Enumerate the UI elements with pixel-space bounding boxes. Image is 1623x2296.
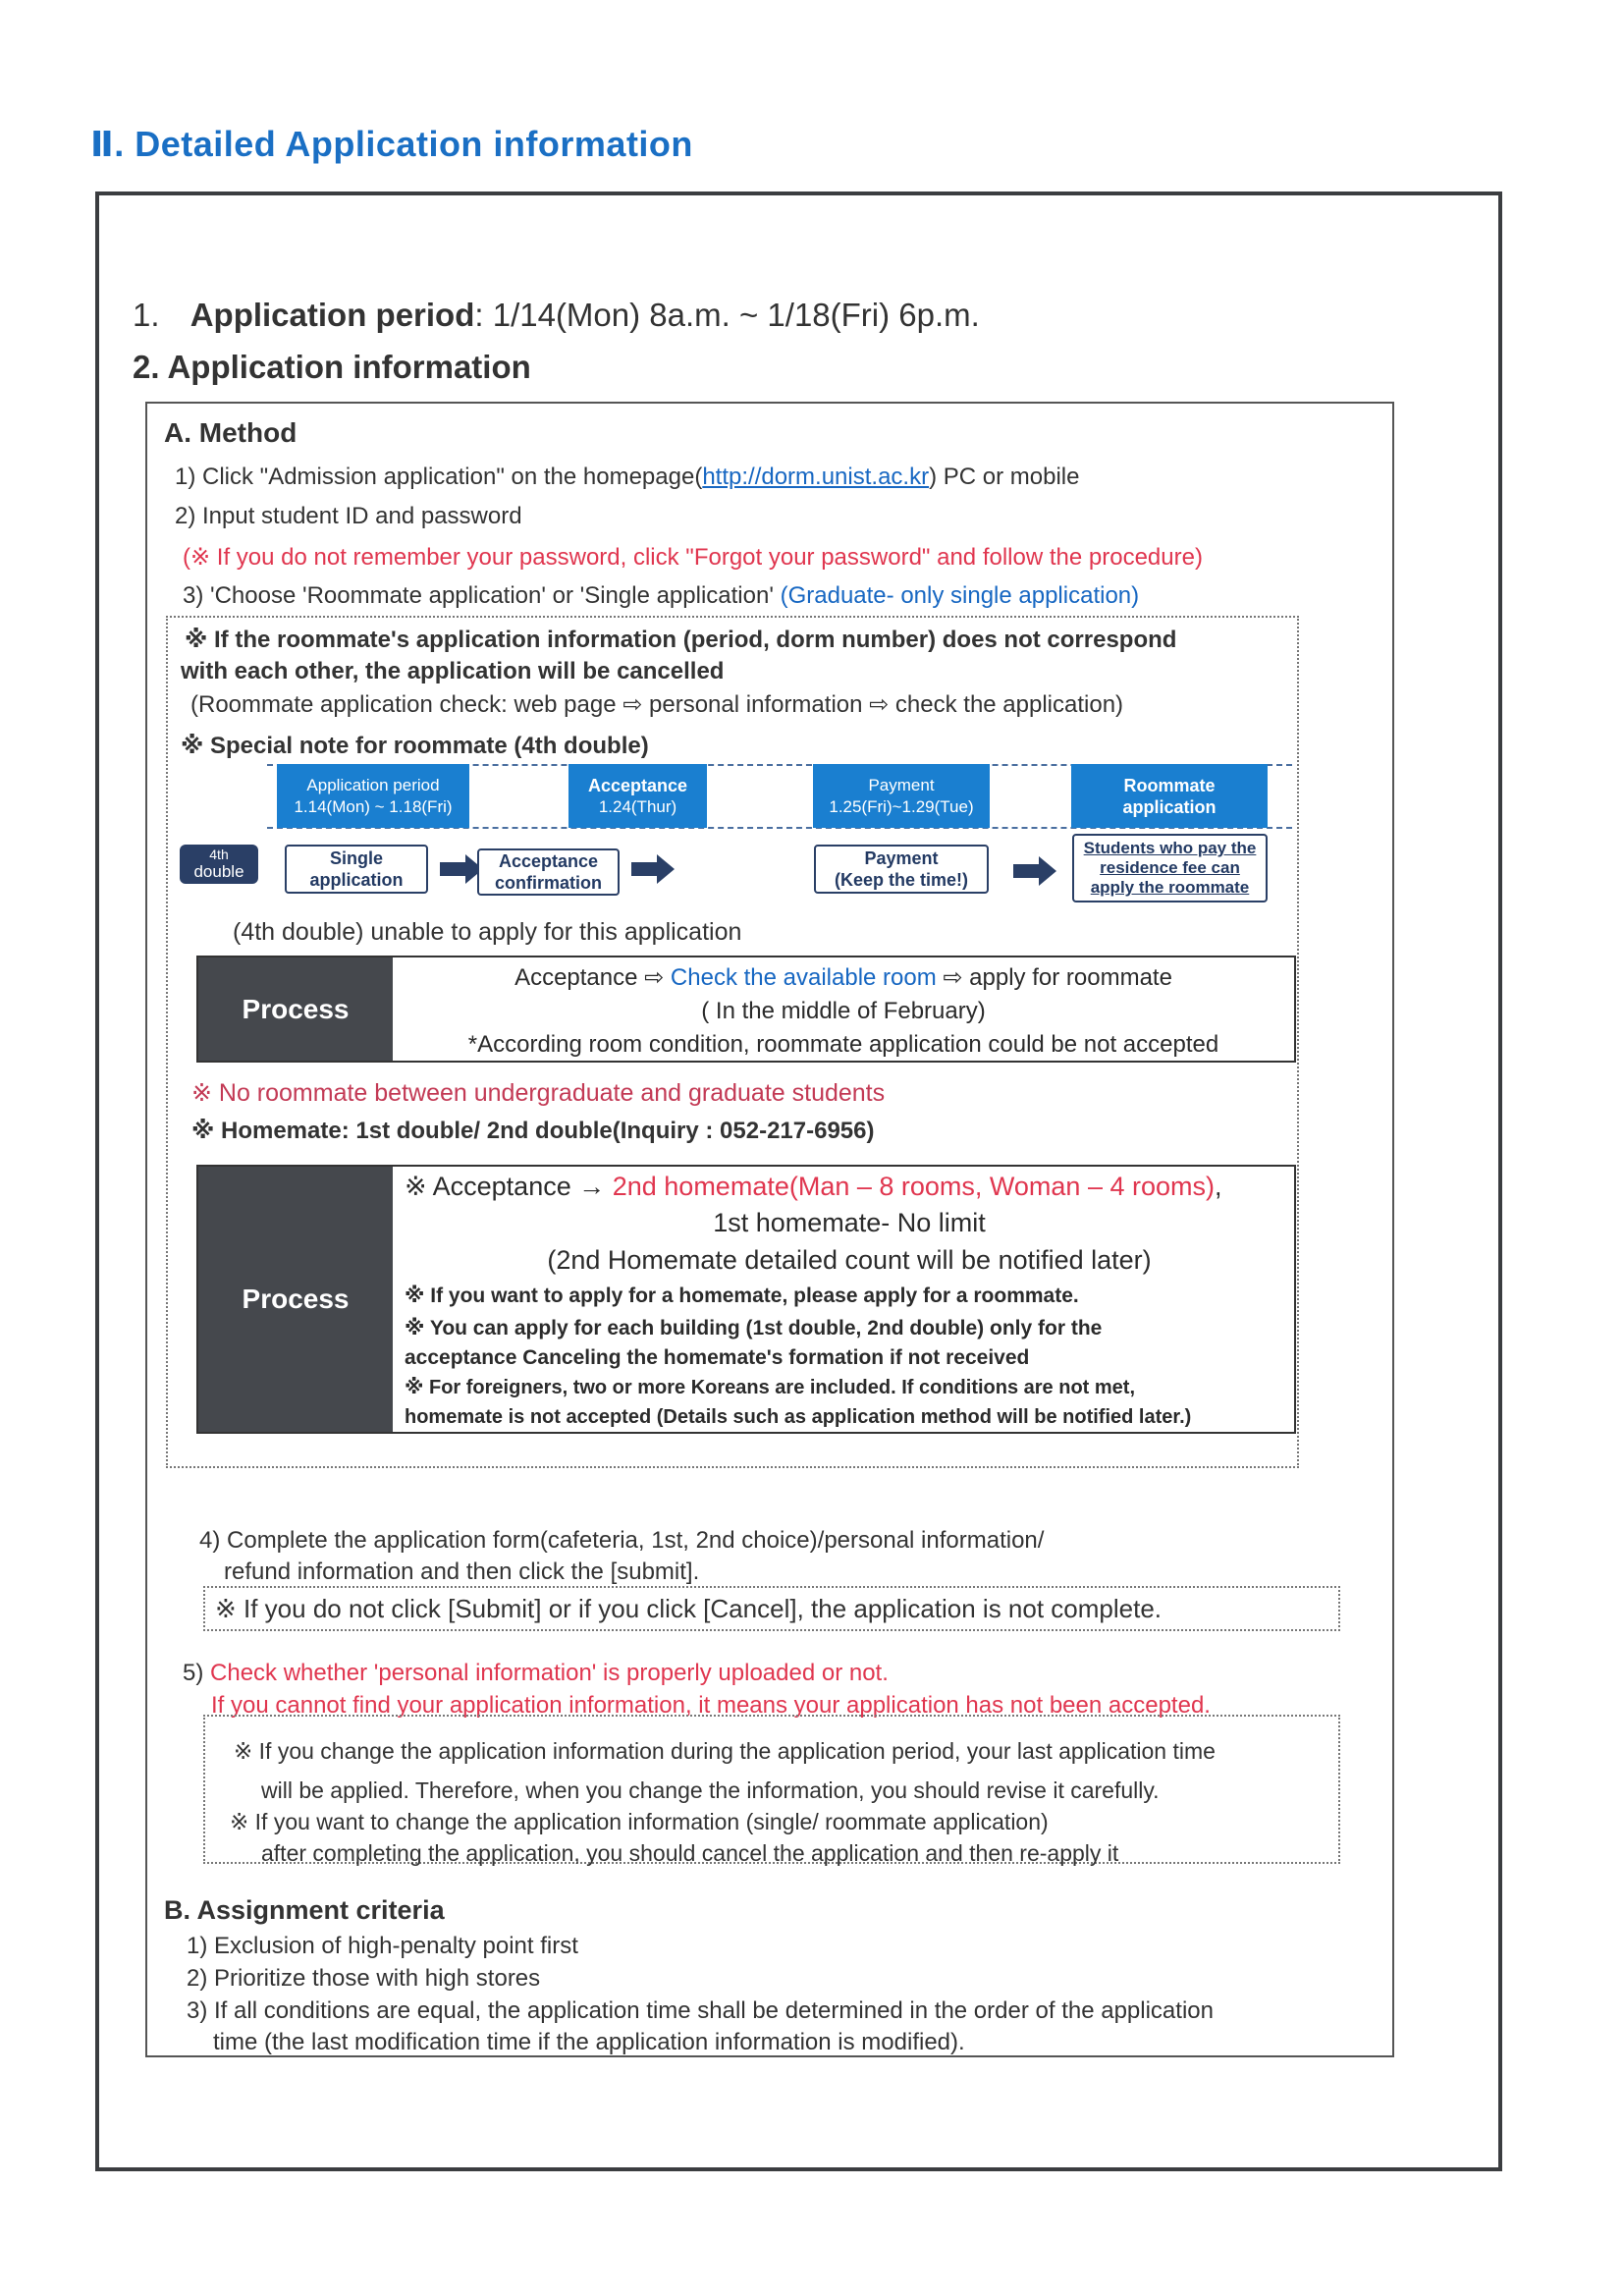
process-label: Process xyxy=(198,1167,393,1432)
step-single-application: Single application xyxy=(285,845,428,894)
fourth-double-badge: 4th double xyxy=(180,845,258,884)
process-box-homemate xyxy=(196,1165,1296,1434)
arrow-right-icon xyxy=(1013,856,1056,886)
process-label: Process xyxy=(198,957,393,1061)
change-note-2b: after completing the application, you should cancel the application and then re-apply it xyxy=(261,1840,1119,1866)
method-step-3: 3) 'Choose 'Roommate application' or 'Single application' (Graduate- only single application) xyxy=(183,582,1140,609)
application-period-label: Application period xyxy=(189,297,475,333)
method-heading: A. Method xyxy=(164,417,298,448)
process-body: Acceptance ⇨ Check the available room ⇨ apply for roommate ( In the middle of February) *According room condition, roommate application could be not accepted xyxy=(393,957,1294,1061)
application-period-line xyxy=(133,297,980,334)
method-step-4-line1: 4) Complete the application form(cafeteria, 1st, 2nd choice)/personal information/ xyxy=(199,1527,1045,1554)
step-roommate-eligibility: Students who pay the residence fee can apply the roommate xyxy=(1072,834,1268,902)
criteria-item-3-cont: time (the last modification time if the application information is modified). xyxy=(213,2029,965,2055)
change-note-1: ※ If you change the application information during the application period, your last application time xyxy=(234,1738,1216,1764)
timeline-roommate-application: Roommate application xyxy=(1071,764,1268,828)
homepage-link[interactable]: http://dorm.unist.ac.kr xyxy=(702,464,930,490)
roommate-warning-line1: ※ If the roommate's application information (period, dorm number) does not correspond xyxy=(185,627,1177,653)
criteria-item-2: 2) Prioritize those with high stores xyxy=(187,1965,541,1992)
fourth-double-note: (4th double) unable to apply for this application xyxy=(233,918,742,946)
method-step-5-line2: If you cannot find your application information, it means your application has not been accepted. xyxy=(211,1692,1211,1719)
no-roommate-note: ※ No roommate between undergraduate and graduate students xyxy=(191,1079,886,1107)
step-acceptance-confirmation: Acceptance confirmation xyxy=(477,848,620,896)
method-step-2: 2) Input student ID and password xyxy=(175,503,522,529)
special-note-heading: ※ Special note for roommate (4th double) xyxy=(181,733,649,759)
criteria-item-1: 1) Exclusion of high-penalty point first xyxy=(187,1933,578,1959)
change-note-2: ※ If you want to change the application information (single/ roommate application) xyxy=(230,1809,1049,1834)
second-homemate-limit: 2nd homemate(Man – 8 rooms, Woman – 4 rooms) xyxy=(612,1172,1215,1201)
roommate-check-line: (Roommate application check: web page ⇨ personal information ⇨ check the application) xyxy=(190,691,1124,718)
method-step-5-line1: 5) Check whether 'personal information' is properly uploaded or not. xyxy=(183,1660,889,1686)
timeline-acceptance: Acceptance 1.24(Thur) xyxy=(568,764,707,828)
process-box-roommate xyxy=(196,956,1296,1063)
criteria-heading: B. Assignment criteria xyxy=(164,1895,445,1925)
section-title: Ⅱ. Detailed Application information xyxy=(90,124,693,164)
password-note: (※ If you do not remember your password, click "Forgot your password" and follow the procedure) xyxy=(183,544,1203,571)
criteria-item-3: 3) If all conditions are equal, the application time shall be determined in the order of the application xyxy=(187,1997,1214,2024)
process-body: ※ Acceptance → 2nd homemate(Man – 8 rooms, Woman – 4 rooms), 1st homemate- No limit (2nd Homemate detailed count will be notified later) ※ If you want to apply for a homemate, please apply for a roommate. ※ You can apply for each building (1st double, 2nd double) only for the acceptance Canceling the homemate's formation if not received ※ For foreigners, two or more Koreans are included. If conditions are not met, homemate is not accepted (Details such as application method will be notified later.) xyxy=(393,1167,1294,1432)
timeline-application-period: Application period 1.14(Mon) ~ 1.18(Fri) xyxy=(277,764,469,828)
submit-note: ※ If you do not click [Submit] or if you click [Cancel], the application is not complete. xyxy=(215,1594,1163,1623)
change-note-1b: will be applied. Therefore, when you change the information, you should revise it carefully. xyxy=(261,1777,1160,1803)
step-payment: Payment (Keep the time!) xyxy=(814,845,989,894)
check-available-room: Check the available room xyxy=(670,964,937,991)
homemate-note: ※ Homemate: 1st double/ 2nd double(Inquiry : 052-217-6956) xyxy=(191,1118,875,1144)
method-step-4-line2: refund information and then click the [submit]. xyxy=(224,1558,700,1585)
item1-number: 1. xyxy=(133,297,160,333)
application-information-heading: 2. Application information xyxy=(133,349,531,385)
arrow-right-icon xyxy=(631,854,675,884)
timeline-payment: Payment 1.25(Fri)~1.29(Tue) xyxy=(813,764,990,828)
graduate-note: (Graduate- only single application) xyxy=(780,582,1140,609)
application-period-value: : 1/14(Mon) 8a.m. ~ 1/18(Fri) 6p.m. xyxy=(474,297,980,333)
method-step-1: 1) Click "Admission application" on the homepage(http://dorm.unist.ac.kr) PC or mobile xyxy=(175,464,1080,490)
submit-note-box xyxy=(203,1586,1340,1631)
roommate-warning-line2: with each other, the application will be cancelled xyxy=(181,658,725,684)
